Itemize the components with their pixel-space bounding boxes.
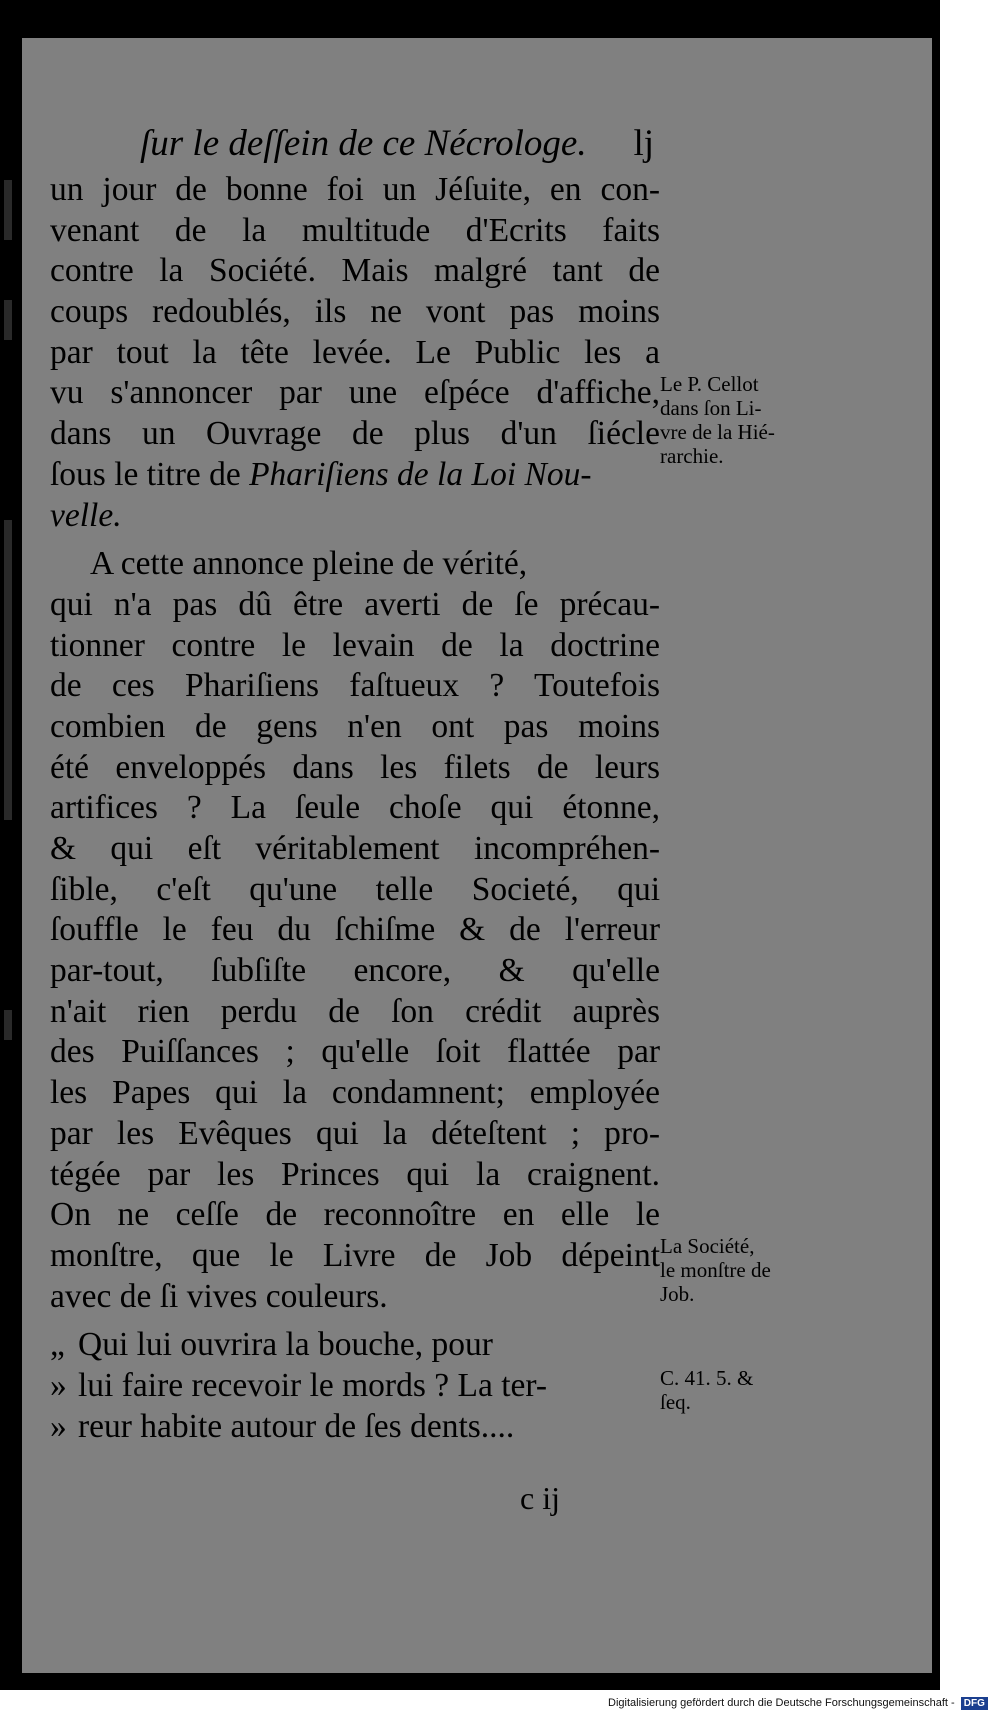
text-line: ſible, c'eſt qu'une telle Societé, qui — [50, 870, 660, 908]
quote-mark: » — [50, 1407, 67, 1445]
text-line: vu s'annoncer par une eſpéce d'affiche, — [50, 374, 660, 412]
text-line: avec de ſi vives couleurs. — [50, 1277, 388, 1315]
running-title: ſur le deſſein de ce Nécrologe. — [140, 123, 587, 164]
text-line: les Papes qui la condamnent; employée — [50, 1074, 660, 1112]
quote-line — [50, 1325, 660, 1366]
text-line — [50, 455, 660, 496]
quote-text: reur habite autour de ſes dents.... — [78, 1407, 515, 1445]
margin-note-line: Job. — [660, 1282, 695, 1306]
text-line: par les Evêques qui la déteſtent ; pro- — [50, 1114, 660, 1152]
text-line: par-tout, ſubſiſte encore, & qu'elle — [50, 952, 660, 990]
margin-note-cellot — [660, 372, 810, 468]
text-line: ſouffle le feu du ſchiſme & de l'erreur — [50, 911, 660, 949]
text-line: de ces Phariſiens faſtueux ? Toutefois — [50, 667, 660, 705]
text-span: ſous le titre de — [50, 455, 241, 493]
text-line: & qui eſt véritablement incompréhen- — [50, 830, 660, 867]
text-line: On ne ceſſe de reconnoître en elle le — [50, 1196, 660, 1234]
margin-note-line: La Société, — [660, 1234, 755, 1258]
text-line: n'ait rien perdu de ſon crédit auprès — [50, 992, 660, 1030]
text-line: dans un Ouvrage de plus d'un ſiécle — [50, 415, 660, 453]
margin-note-line: vre de la Hié- — [660, 420, 775, 444]
quote-line — [50, 1407, 660, 1448]
body-text — [50, 170, 660, 1447]
text-line: des Puiſſances ; qu'elle ſoit flattée par — [50, 1033, 660, 1071]
margin-note-line: rarchie. — [660, 444, 724, 468]
italic-title-span: Phariſiens de la Loi Nou- — [249, 455, 592, 493]
margin-note-line: C. 41. 5. & — [660, 1366, 754, 1390]
text-line: venant de la multitude d'Ecrits faits — [50, 211, 660, 249]
quote-text: lui faire recevoir le mords ? La ter- — [78, 1366, 548, 1404]
margin-note-line: ſeq. — [660, 1390, 691, 1414]
text-line: par tout la tête levée. Le Public les a — [50, 333, 660, 371]
italic-title-line: velle. — [50, 496, 122, 534]
text-line: combien de gens n'en ont pas moins — [50, 707, 660, 745]
quote-line — [50, 1366, 660, 1407]
funding-text: Digitalisierung gefördert durch die Deutsche Forschungsgemeinschaft - — [608, 1697, 955, 1710]
page-header — [140, 122, 660, 172]
text-line: été enveloppés dans les filets de leurs — [50, 748, 660, 786]
quote-mark: » — [50, 1366, 67, 1404]
text-line: tionner contre le levain de la doctrine — [50, 626, 660, 664]
margin-note-reference — [660, 1366, 810, 1414]
margin-note-line: Le P. Cellot — [660, 372, 759, 396]
text-line: coups redoublés, ils ne vont pas moins — [50, 293, 660, 331]
text-line: artifices ? La ſeule choſe qui étonne, — [50, 789, 660, 827]
quote-text: Qui lui ouvrira la bouche, pour — [78, 1326, 493, 1364]
text-line: monſtre, que le Livre de Job dépeint — [50, 1236, 660, 1274]
text-line: contre la Société. Mais malgré tant de — [50, 252, 660, 290]
text-line: tégée par les Princes qui la craignent. — [50, 1155, 660, 1193]
dfg-logo-icon: DFG — [961, 1697, 988, 1710]
page-edge-mark — [4, 300, 12, 340]
margin-note-job — [660, 1234, 810, 1306]
page-number: lj — [633, 123, 654, 164]
margin-note-line: dans ſon Li- — [660, 396, 762, 420]
page-edge-mark — [4, 520, 12, 820]
text-line: un jour de bonne foi un Jéſuite, en con- — [50, 171, 660, 208]
funding-footer — [608, 1694, 998, 1712]
signature-mark: c ij — [520, 1480, 560, 1516]
page-edge-mark — [4, 1010, 12, 1040]
quote-mark: „ — [50, 1326, 65, 1364]
text-line: A cette annonce pleine de vérité, — [90, 545, 528, 583]
text-line: qui n'a pas dû être averti de ſe précau- — [50, 585, 660, 623]
margin-note-line: le monſtre de — [660, 1258, 771, 1282]
page-edge-mark — [4, 180, 12, 240]
